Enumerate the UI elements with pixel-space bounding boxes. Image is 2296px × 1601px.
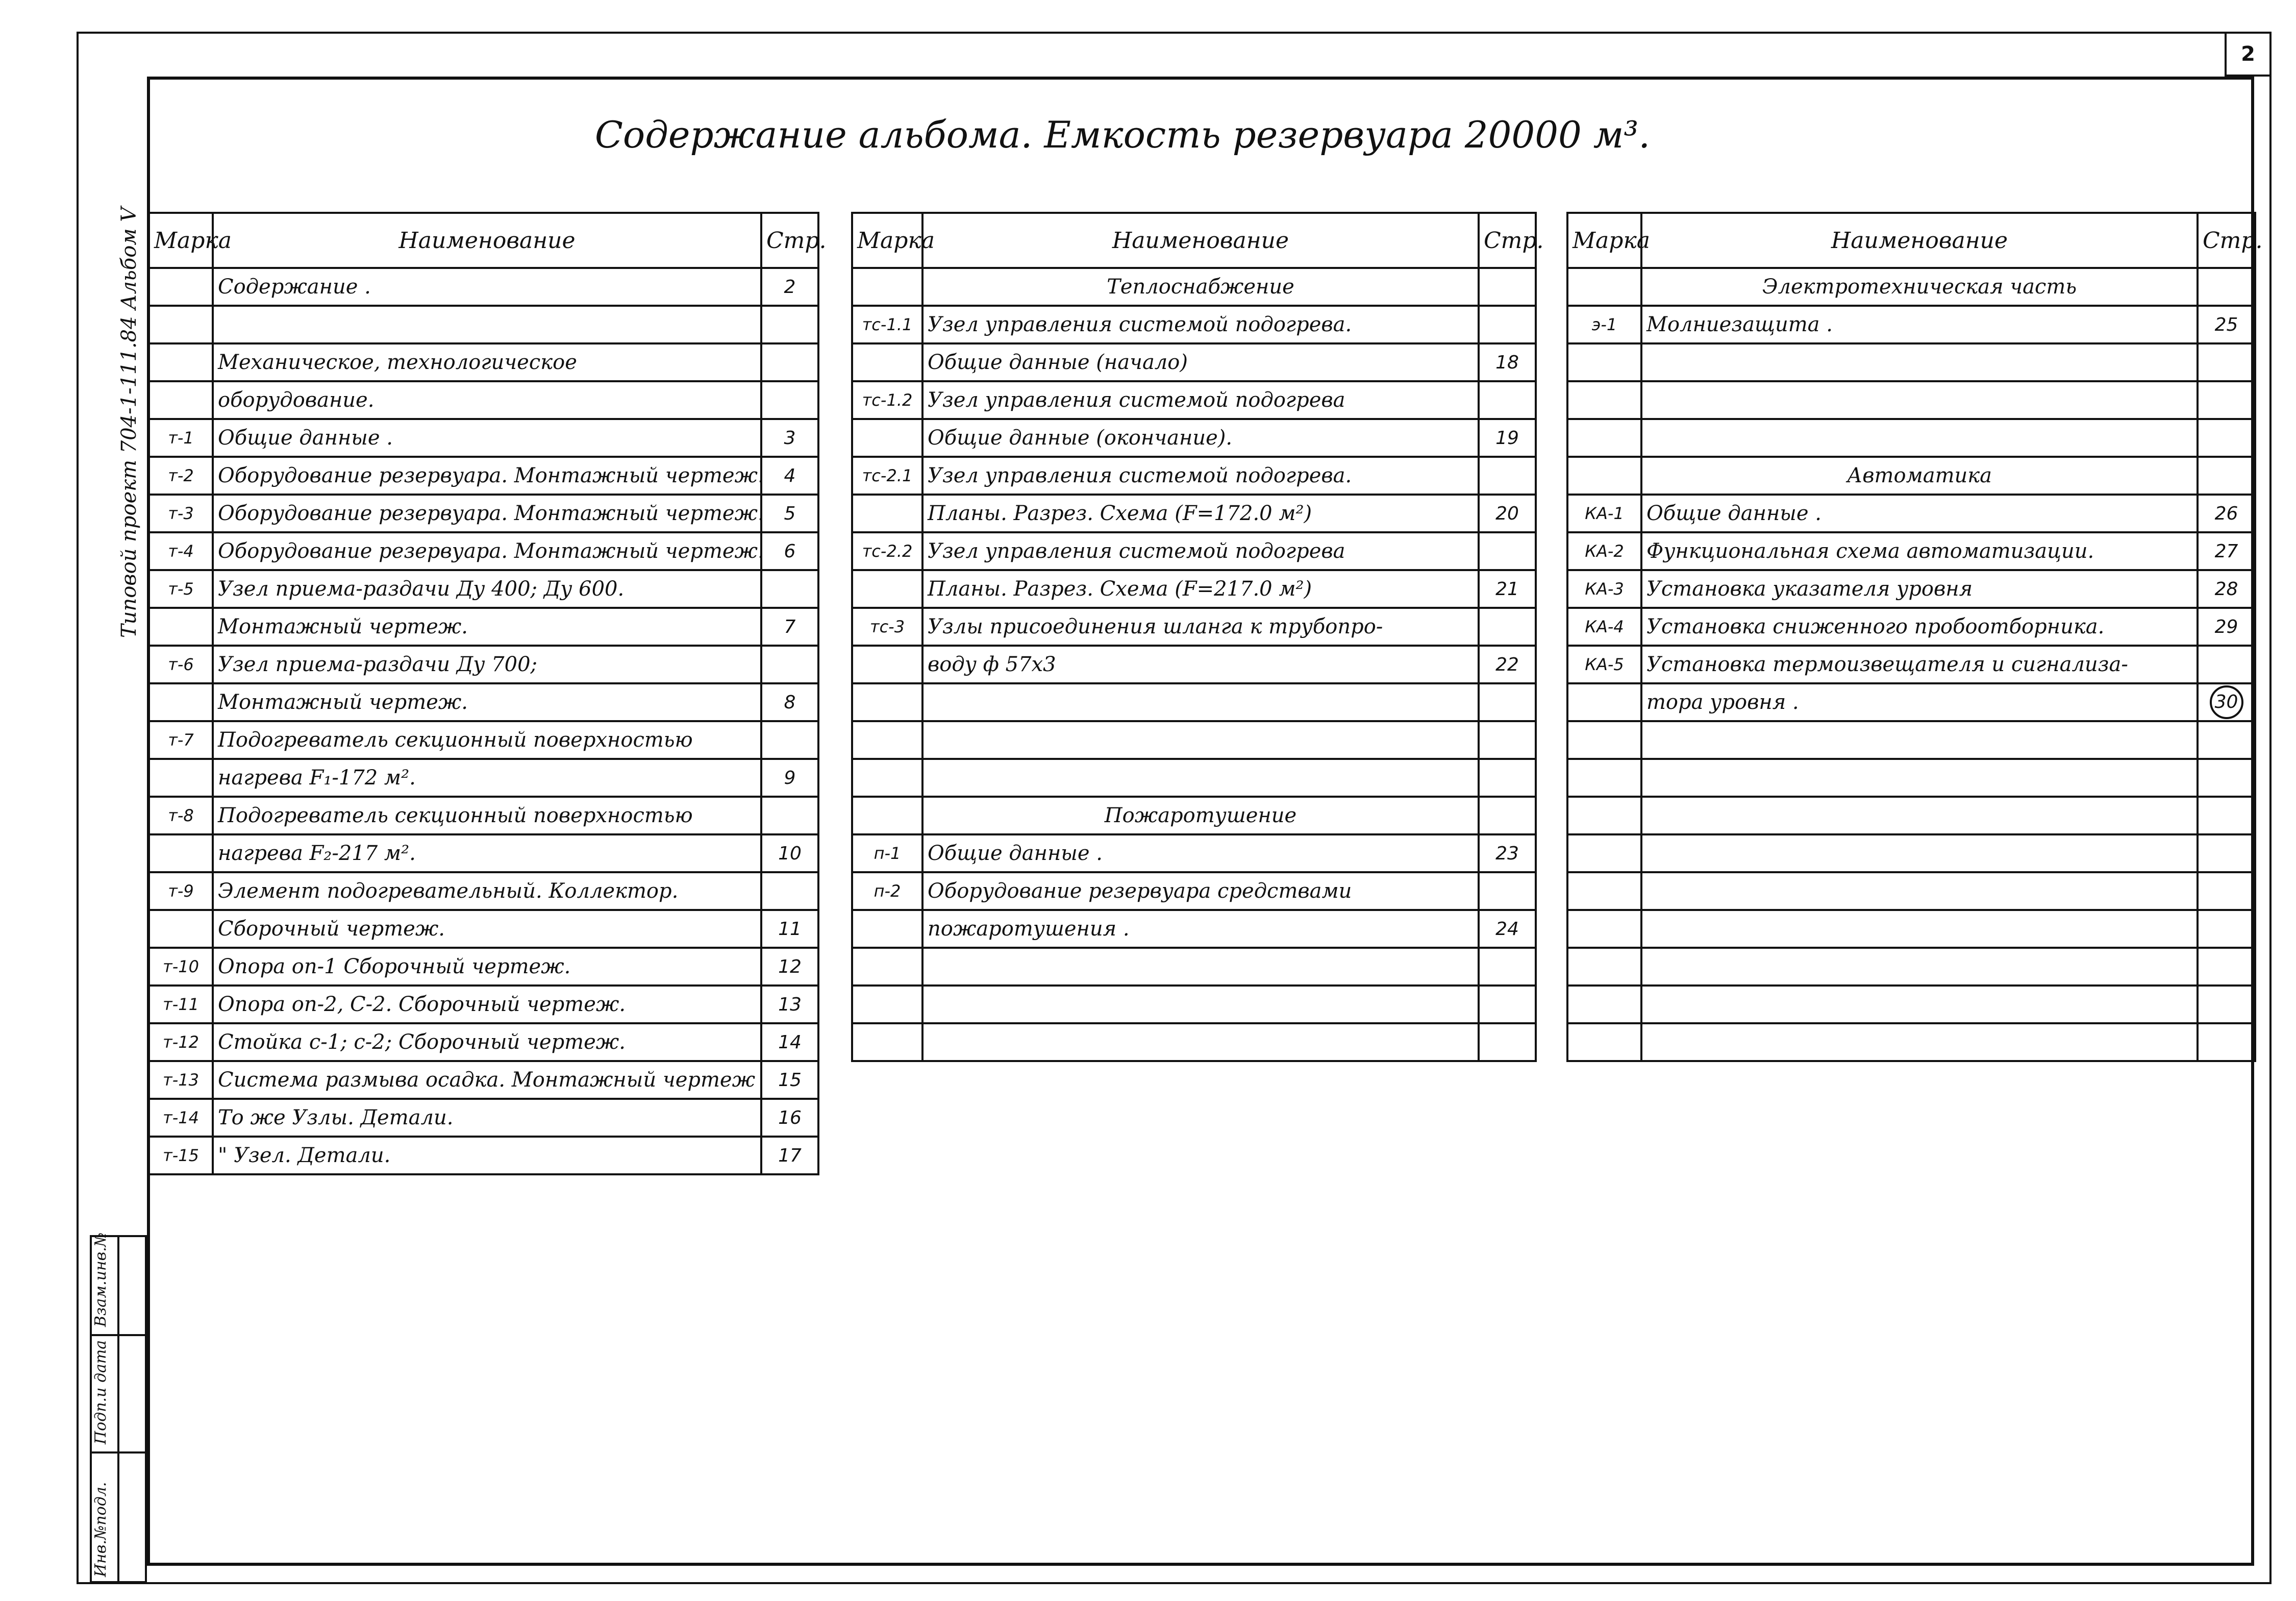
row-mark [852, 495, 922, 532]
row-mark: т-5 [149, 570, 213, 608]
row-mark [852, 910, 922, 948]
table-row [852, 1023, 1536, 1061]
section-heading: Пожаротушение [922, 797, 1479, 834]
row-mark [149, 343, 213, 381]
row-mark: т-10 [149, 948, 213, 986]
row-name: Опора оп-1 Сборочный чертеж. [213, 948, 761, 986]
row-mark: КА-3 [1567, 570, 1641, 608]
table-row [852, 910, 1536, 948]
row-name: Оборудование резервуара средствами [922, 872, 1479, 910]
row-mark [1567, 721, 1641, 759]
row-page: 24 [1479, 910, 1536, 948]
column-header-mark: Марка [149, 213, 213, 268]
table-row [852, 608, 1536, 646]
sheet-number: 2 [2241, 42, 2255, 66]
table-row [1567, 570, 2255, 608]
row-page: 5 [761, 495, 818, 532]
row-page [1479, 457, 1536, 495]
section-heading: Автоматика [1641, 457, 2198, 495]
table-row [1567, 797, 2255, 834]
table-row [852, 986, 1536, 1023]
table-row [852, 797, 1536, 834]
row-name: Узел управления системой подогрева. [922, 457, 1479, 495]
row-page: 18 [1479, 343, 1536, 381]
row-mark [852, 759, 922, 797]
row-mark: т-3 [149, 495, 213, 532]
row-mark: КА-4 [1567, 608, 1641, 646]
row-name: Молниезащита . [1641, 306, 2198, 343]
row-page: 11 [761, 910, 818, 948]
row-page: 26 [2198, 495, 2255, 532]
table-row [1567, 495, 2255, 532]
row-mark: т-14 [149, 1099, 213, 1137]
row-name: Оборудование резервуара. Монтажный чертеж. [213, 495, 761, 532]
row-mark: т-4 [149, 532, 213, 570]
row-page: 16 [761, 1099, 818, 1137]
row-page [761, 306, 818, 343]
table-row [852, 948, 1536, 986]
table-row [852, 646, 1536, 683]
table-row [1567, 306, 2255, 343]
row-mark [149, 683, 213, 721]
row-mark [852, 268, 922, 306]
row-page [1479, 986, 1536, 1023]
row-name [1641, 910, 2198, 948]
table-row [852, 419, 1536, 457]
row-mark [852, 683, 922, 721]
row-mark: КА-2 [1567, 532, 1641, 570]
row-name [1641, 759, 2198, 797]
row-mark [852, 343, 922, 381]
row-page [761, 646, 818, 683]
row-name: Элемент подогревательный. Коллектор. [213, 872, 761, 910]
side-project-caption: Типовой проект 704-1-111.84 Альбом V [117, 207, 141, 638]
row-mark [149, 608, 213, 646]
table-row [852, 268, 1536, 306]
table-row [149, 872, 818, 910]
column-header-name: Наименование [922, 213, 1479, 268]
row-mark [149, 381, 213, 419]
row-mark: тс-3 [852, 608, 922, 646]
table-row [149, 986, 818, 1023]
row-name: То же Узлы. Детали. [213, 1099, 761, 1137]
row-mark [149, 910, 213, 948]
row-page: 22 [1479, 646, 1536, 683]
stamp-divider [117, 1237, 119, 1581]
stamp-divider [92, 1334, 145, 1336]
table-row [149, 419, 818, 457]
table-row [149, 1061, 818, 1099]
row-name: Узел управления системой подогрева [922, 381, 1479, 419]
row-mark: тс-2.1 [852, 457, 922, 495]
row-page [2198, 343, 2255, 381]
row-mark [852, 419, 922, 457]
row-page [2198, 910, 2255, 948]
table-row [149, 570, 818, 608]
row-mark: т-9 [149, 872, 213, 910]
row-mark [852, 948, 922, 986]
row-page [1479, 306, 1536, 343]
table-row [1567, 381, 2255, 419]
row-page [2198, 759, 2255, 797]
row-mark [1567, 797, 1641, 834]
row-page [1479, 608, 1536, 646]
row-name [922, 683, 1479, 721]
table-row [1567, 683, 2255, 721]
row-page [2198, 683, 2255, 721]
table-row [852, 343, 1536, 381]
row-page [2198, 721, 2255, 759]
row-page: 9 [761, 759, 818, 797]
row-name: Содержание . [213, 268, 761, 306]
row-name: Общие данные . [1641, 495, 2198, 532]
row-name [922, 1023, 1479, 1061]
column-header-page: Стр. [1479, 213, 1536, 268]
row-page [1479, 872, 1536, 910]
row-page [2198, 1023, 2255, 1061]
table-row [149, 1137, 818, 1174]
row-name: Узел приема-раздачи Ду 700; [213, 646, 761, 683]
row-name: Установка сниженного пробоотборника. [1641, 608, 2198, 646]
row-page [761, 872, 818, 910]
row-page [2198, 834, 2255, 872]
row-mark [852, 1023, 922, 1061]
page-title: Содержание альбома. Емкость резервуара 20000 м³. [594, 113, 1651, 156]
row-name: Планы. Разрез. Схема (F=217.0 м²) [922, 570, 1479, 608]
row-mark: тс-1.1 [852, 306, 922, 343]
row-mark [1567, 910, 1641, 948]
column-header-mark: Марка [1567, 213, 1641, 268]
row-name [1641, 381, 2198, 419]
row-name: Стойка с-1; с-2; Сборочный чертеж. [213, 1023, 761, 1061]
row-mark [1567, 381, 1641, 419]
row-mark [852, 986, 922, 1023]
table-row [149, 495, 818, 532]
table-row [852, 532, 1536, 570]
row-page [761, 721, 818, 759]
table-row [149, 381, 818, 419]
table-row [149, 683, 818, 721]
table-row [852, 834, 1536, 872]
row-name: Механическое, технологическое [213, 343, 761, 381]
row-name: Монтажный чертеж. [213, 683, 761, 721]
row-name: Подогреватель секционный поверхностью [213, 797, 761, 834]
row-name: Установка указателя уровня [1641, 570, 2198, 608]
row-page: 10 [761, 834, 818, 872]
row-mark: п-2 [852, 872, 922, 910]
table-row [852, 570, 1536, 608]
table-row [852, 759, 1536, 797]
section-heading: Электротехническая часть [1641, 268, 2198, 306]
row-page [2198, 457, 2255, 495]
table-row [1567, 419, 2255, 457]
table-row [149, 834, 818, 872]
table-row [1567, 721, 2255, 759]
row-name: Узел приема-раздачи Ду 400; Ду 600. [213, 570, 761, 608]
row-name [1641, 834, 2198, 872]
table-row [149, 608, 818, 646]
table-row [852, 306, 1536, 343]
row-mark: КА-1 [1567, 495, 1641, 532]
table-row [1567, 986, 2255, 1023]
row-name: Планы. Разрез. Схема (F=172.0 м²) [922, 495, 1479, 532]
row-page [2198, 268, 2255, 306]
row-name: Общие данные . [213, 419, 761, 457]
table-row [149, 343, 818, 381]
table-row [852, 495, 1536, 532]
row-page [2198, 381, 2255, 419]
row-page: 28 [2198, 570, 2255, 608]
table-row [149, 306, 818, 343]
table-row [149, 910, 818, 948]
table-row [852, 683, 1536, 721]
row-mark: т-7 [149, 721, 213, 759]
row-page: 21 [1479, 570, 1536, 608]
row-name [1641, 1023, 2198, 1061]
row-page [2198, 872, 2255, 910]
row-name [922, 721, 1479, 759]
row-name: Функциональная схема автоматизации. [1641, 532, 2198, 570]
row-page: 6 [761, 532, 818, 570]
row-mark: КА-5 [1567, 646, 1641, 683]
stamp-label-inventory: Инв.№подл. [92, 1482, 110, 1577]
column-header-mark: Марка [852, 213, 922, 268]
stamp-label-signature: Подп.и дата [92, 1340, 110, 1444]
row-page: 7 [761, 608, 818, 646]
row-page [2198, 797, 2255, 834]
table-row [852, 381, 1536, 419]
row-mark [852, 721, 922, 759]
row-page [1479, 948, 1536, 986]
row-mark [1567, 948, 1641, 986]
row-mark [1567, 457, 1641, 495]
row-page [1479, 268, 1536, 306]
row-name [922, 948, 1479, 986]
table-row [1567, 343, 2255, 381]
table-row [1567, 910, 2255, 948]
row-mark [1567, 419, 1641, 457]
row-mark [1567, 834, 1641, 872]
row-name: Сборочный чертеж. [213, 910, 761, 948]
stamp-divider [92, 1451, 145, 1454]
row-name: Общие данные (начало) [922, 343, 1479, 381]
row-mark: т-15 [149, 1137, 213, 1174]
row-name [1641, 986, 2198, 1023]
row-page: 13 [761, 986, 818, 1023]
row-page: 14 [761, 1023, 818, 1061]
row-name [1641, 948, 2198, 986]
row-page [761, 381, 818, 419]
row-name: Узел управления системой подогрева. [922, 306, 1479, 343]
table-row [1567, 1023, 2255, 1061]
row-name: Оборудование резервуара. Монтажный чертеж. [213, 457, 761, 495]
row-name: нагрева F₁-172 м². [213, 759, 761, 797]
table-row [149, 268, 818, 306]
toc-table-heating-fire [851, 212, 1544, 1062]
row-name: Установка термоизвещателя и сигнализа- [1641, 646, 2198, 683]
row-page [2198, 948, 2255, 986]
row-name [1641, 721, 2198, 759]
row-mark: т-12 [149, 1023, 213, 1061]
row-name: воду ф 57х3 [922, 646, 1479, 683]
table-row [852, 721, 1536, 759]
row-mark: п-1 [852, 834, 922, 872]
table-row [1567, 834, 2255, 872]
row-page [761, 570, 818, 608]
row-name: Узлы присоединения шланга к трубопро- [922, 608, 1479, 646]
row-mark: э-1 [1567, 306, 1641, 343]
row-page [1479, 381, 1536, 419]
row-mark: тс-2.2 [852, 532, 922, 570]
toc-table-mechanical [148, 212, 827, 1175]
row-page [761, 343, 818, 381]
table-row [1567, 532, 2255, 570]
row-page: 12 [761, 948, 818, 986]
row-mark: т-8 [149, 797, 213, 834]
toc-rows [149, 268, 818, 1174]
table-row [1567, 759, 2255, 797]
row-page [761, 797, 818, 834]
row-mark: тс-1.2 [852, 381, 922, 419]
table-row [1567, 608, 2255, 646]
row-page [2198, 419, 2255, 457]
row-mark [149, 834, 213, 872]
row-name: Оборудование резервуара. Монтажный чертеж. [213, 532, 761, 570]
row-page: 3 [761, 419, 818, 457]
table-row [1567, 268, 2255, 306]
row-name: пожаротушения . [922, 910, 1479, 948]
row-mark [1567, 1023, 1641, 1061]
table-row [852, 457, 1536, 495]
row-mark [1567, 268, 1641, 306]
toc-rows [852, 268, 1536, 1061]
row-page: 8 [761, 683, 818, 721]
row-page [1479, 532, 1536, 570]
table-row [149, 646, 818, 683]
row-name [1641, 872, 2198, 910]
row-name: Подогреватель секционный поверхностью [213, 721, 761, 759]
row-mark [1567, 986, 1641, 1023]
row-name: Узел управления системой подогрева [922, 532, 1479, 570]
row-page [2198, 986, 2255, 1023]
stamp-label-replacement: Взам.инв.№ [92, 1232, 110, 1327]
row-name [1641, 797, 2198, 834]
table-row [1567, 457, 2255, 495]
row-name: нагрева F₂-217 м². [213, 834, 761, 872]
row-name [922, 986, 1479, 1023]
row-page: 15 [761, 1061, 818, 1099]
table-row [852, 872, 1536, 910]
row-mark [1567, 343, 1641, 381]
row-name: Опора оп-2, С-2. Сборочный чертеж. [213, 986, 761, 1023]
column-header-name: Наименование [213, 213, 761, 268]
row-mark: т-2 [149, 457, 213, 495]
row-mark [852, 797, 922, 834]
row-page: 29 [2198, 608, 2255, 646]
row-name [1641, 419, 2198, 457]
row-name [922, 759, 1479, 797]
row-mark: т-13 [149, 1061, 213, 1099]
row-page [1479, 759, 1536, 797]
row-mark: т-6 [149, 646, 213, 683]
circled-page-number: 30 [2210, 685, 2243, 719]
row-page: 2 [761, 268, 818, 306]
row-page [1479, 721, 1536, 759]
row-mark [149, 759, 213, 797]
row-mark [1567, 872, 1641, 910]
table-row [1567, 948, 2255, 986]
row-mark [852, 570, 922, 608]
row-mark: т-1 [149, 419, 213, 457]
column-header-name: Наименование [1641, 213, 2198, 268]
row-page: 4 [761, 457, 818, 495]
table-row [1567, 646, 2255, 683]
table-row [149, 1023, 818, 1061]
row-page: 17 [761, 1137, 818, 1174]
row-page [1479, 797, 1536, 834]
row-name: Общие данные . [922, 834, 1479, 872]
table-row [149, 721, 818, 759]
column-header-page: Стр. [2198, 213, 2255, 268]
row-page [1479, 1023, 1536, 1061]
row-name: оборудование. [213, 381, 761, 419]
table-row [149, 948, 818, 986]
row-page: 20 [1479, 495, 1536, 532]
row-name [1641, 343, 2198, 381]
column-header-page: Стр. [761, 213, 818, 268]
row-page: 27 [2198, 532, 2255, 570]
row-mark [1567, 683, 1641, 721]
row-page [2198, 646, 2255, 683]
table-row [149, 457, 818, 495]
section-heading: Теплоснабжение [922, 268, 1479, 306]
row-mark: т-11 [149, 986, 213, 1023]
row-page [1479, 683, 1536, 721]
table-row [149, 759, 818, 797]
table-row [149, 797, 818, 834]
row-mark [149, 306, 213, 343]
row-mark [1567, 759, 1641, 797]
toc-table-electric-automation [1566, 212, 2263, 1062]
row-name: Общие данные (окончание). [922, 419, 1479, 457]
row-mark [852, 646, 922, 683]
row-name [213, 306, 761, 343]
row-page: 23 [1479, 834, 1536, 872]
row-name: Монтажный чертеж. [213, 608, 761, 646]
toc-rows [1567, 268, 2255, 1061]
row-mark [149, 268, 213, 306]
table-row [1567, 872, 2255, 910]
row-page: 25 [2198, 306, 2255, 343]
row-name: " Узел. Детали. [213, 1137, 761, 1174]
row-name: тора уровня . [1641, 683, 2198, 721]
table-row [149, 532, 818, 570]
row-page: 19 [1479, 419, 1536, 457]
table-row [149, 1099, 818, 1137]
row-name: Система размыва осадка. Монтажный чертеж [213, 1061, 761, 1099]
